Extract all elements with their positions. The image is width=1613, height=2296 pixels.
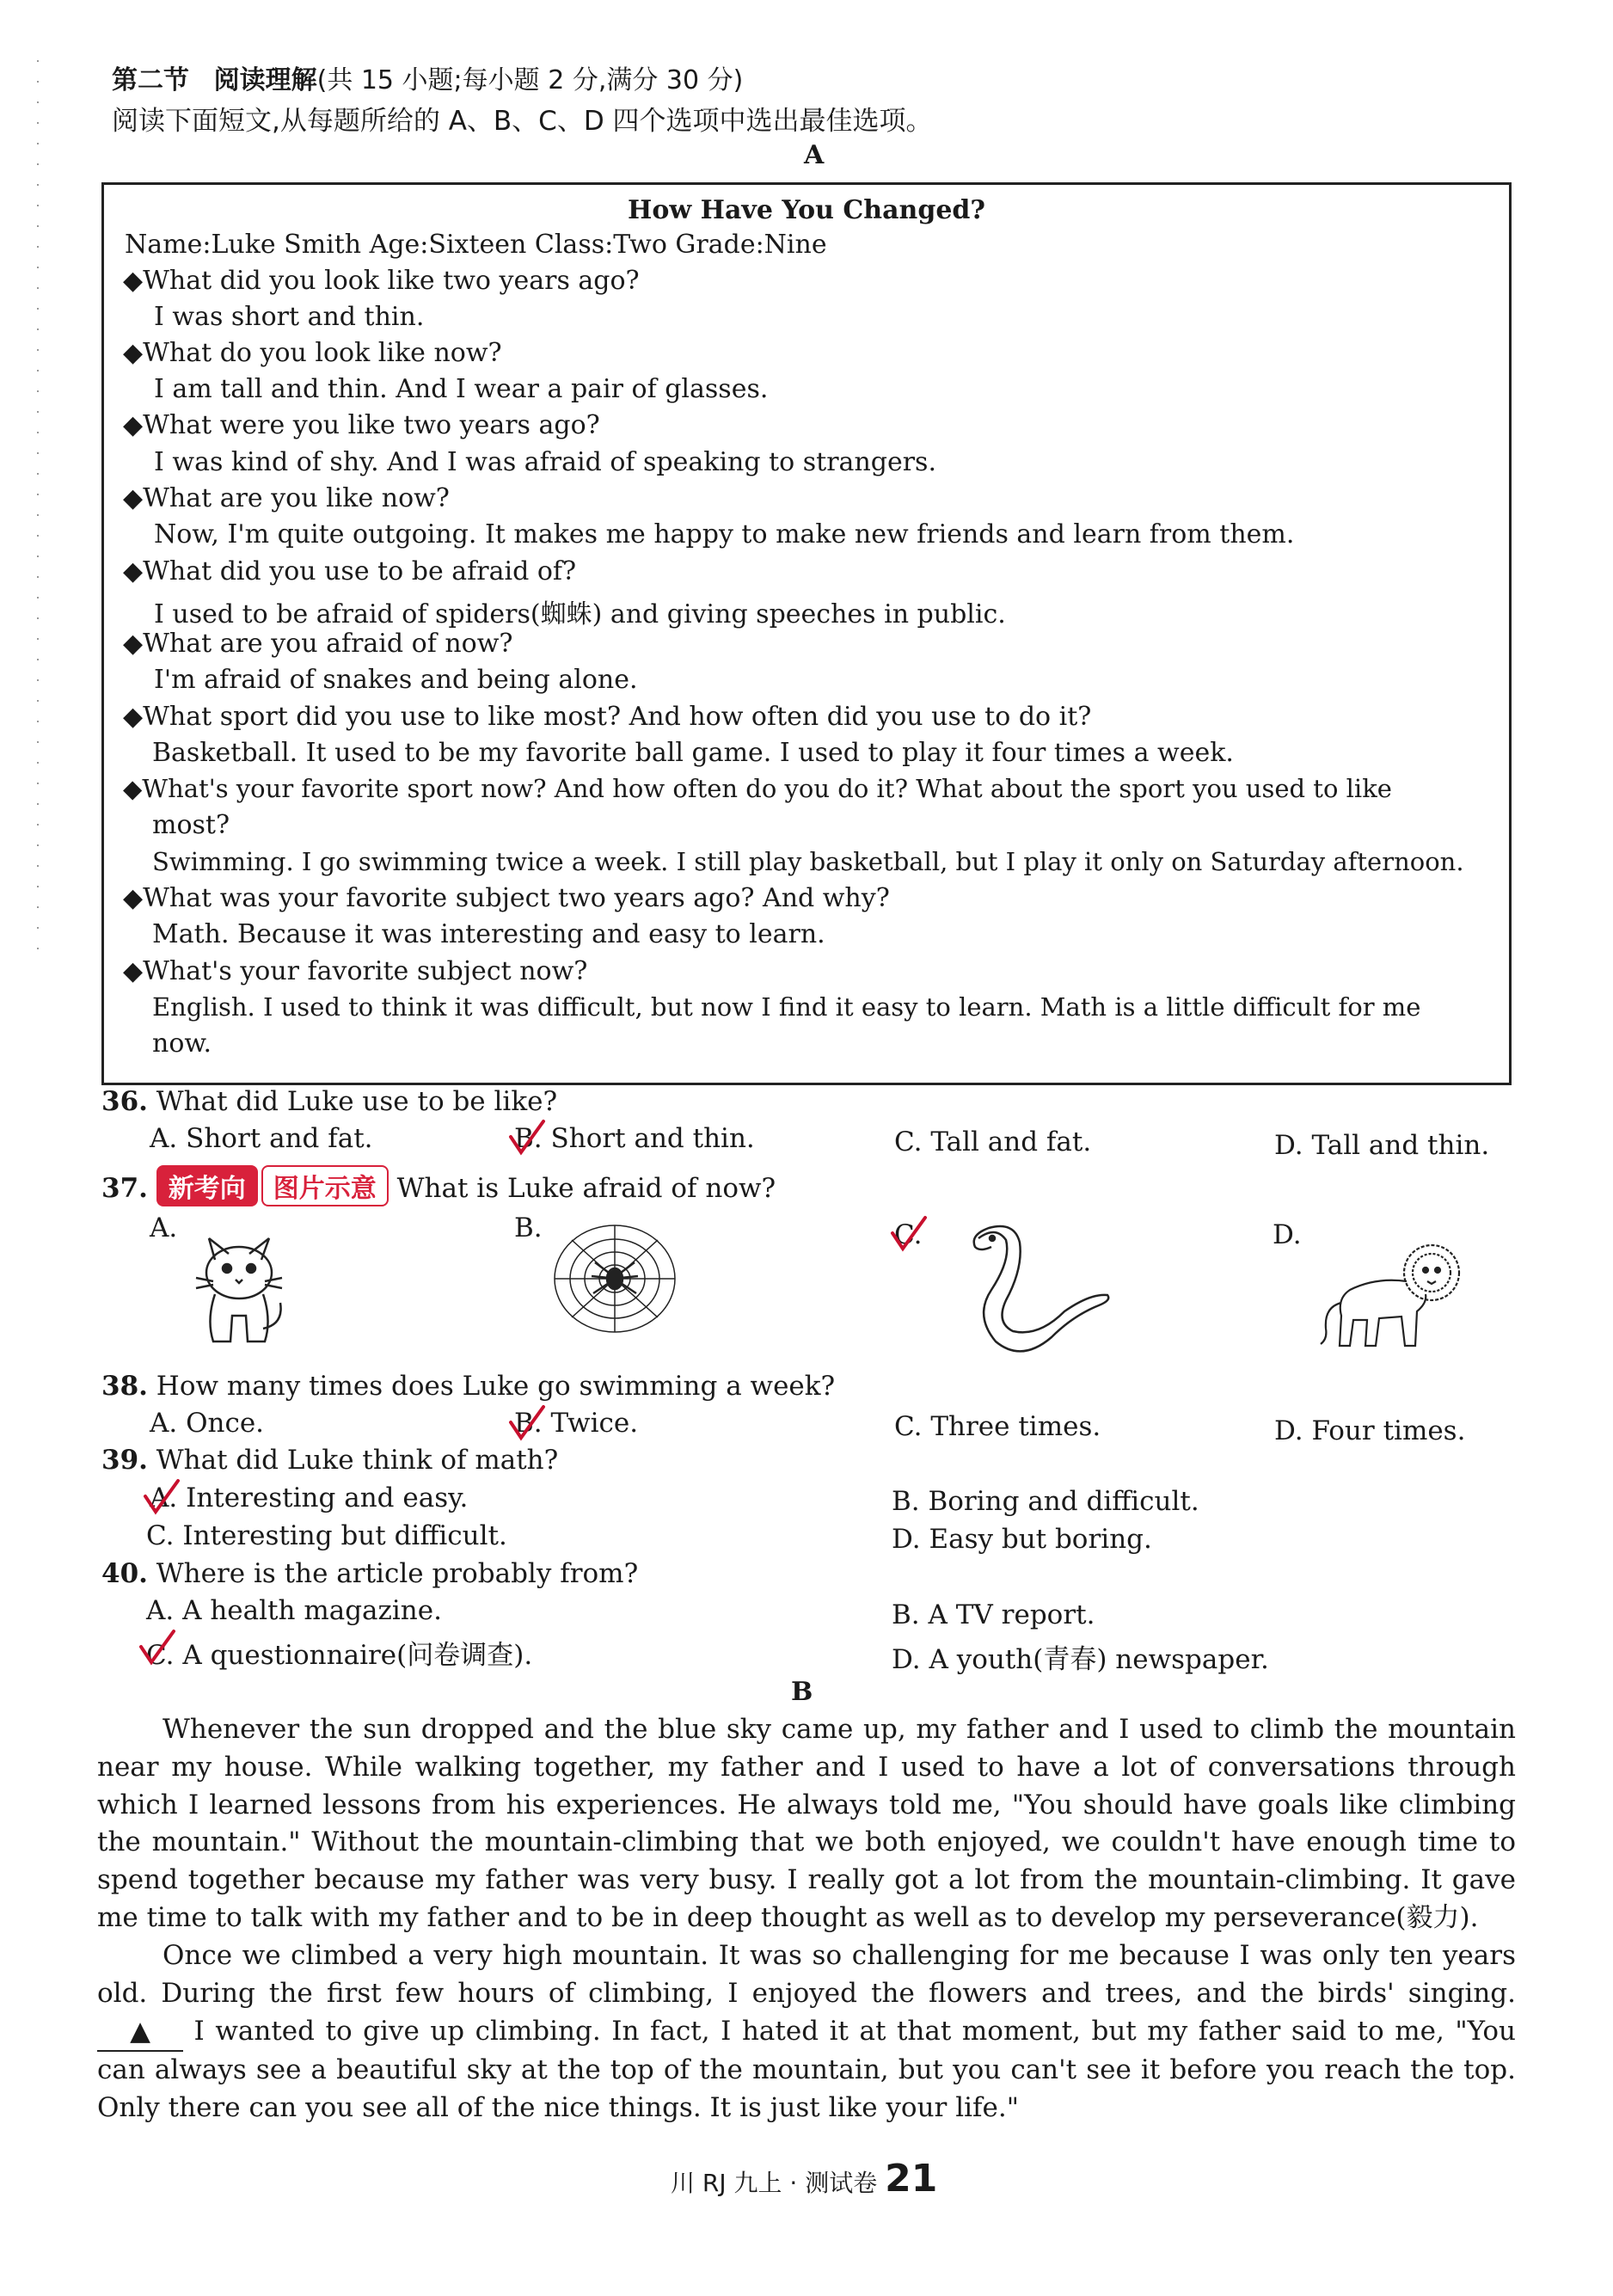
passage-a-info: Name:Luke Smith Age:Sixteen Class:Two Grade:Nine: [125, 230, 827, 260]
margin-dotted-line: [36, 60, 40, 963]
question-36: [101, 1086, 557, 1117]
section-heading: [112, 58, 743, 96]
option-37-d[interactable]: D.: [1273, 1219, 1302, 1250]
option-37-b[interactable]: B.: [514, 1212, 543, 1243]
qa-line: Now, I'm quite outgoing. It makes me happy to make new friends and learn from them.: [154, 519, 1295, 549]
question-stem: What is Luke afraid of now?: [396, 1173, 776, 1204]
paragraph-2-part-1: Once we climbed a very high mountain. It was so challenging for me because I was only ten years old. During the first few hours of climbing, I enjoyed the flowers and trees, and the birds' singing.: [97, 1940, 1516, 2009]
question-number: 40.: [101, 1558, 148, 1589]
question-40: [101, 1558, 638, 1589]
option-36-c[interactable]: C. Tall and fat.: [894, 1127, 1092, 1157]
section-name: 阅读理解: [213, 65, 317, 95]
passage-a-letter: A: [804, 140, 825, 170]
option-37-a[interactable]: A.: [150, 1212, 178, 1243]
qa-line: ◆What was your favorite subject two years ago? And why?: [123, 883, 890, 913]
qa-line: I used to be afraid of spiders(蜘蛛) and giving speeches in public.: [154, 599, 1006, 629]
paragraph-2-part-2: I wanted to give up climbing. In fact, I hated it at that moment, but my father said to me, "You can always see a beautiful sky at the top of the mountain, but you can't see it before you reach the top. Only there can you see all of the nice things. It is just like your life.": [97, 2015, 1516, 2124]
option-38-c[interactable]: C. Three times.: [894, 1411, 1101, 1442]
passage-a-box: [101, 182, 1512, 1085]
new-trend-tag: 新考向: [156, 1165, 258, 1206]
footer-label: 川 RJ 九上 · 测试卷: [671, 2169, 878, 2197]
question-38: [101, 1371, 835, 1402]
check-mark-icon: [138, 1628, 177, 1667]
qa-line: I am tall and thin. And I wear a pair of glasses.: [154, 374, 769, 404]
page-number: 21: [885, 2157, 938, 2201]
qa-line: ◆What were you like two years ago?: [123, 410, 600, 440]
passage-b-paragraph-1: Whenever the sun dropped and the blue sky came up, my father and I used to climb the mountain near my house. While walking together, my father and I used to have a lot of conversations through which I learned lessons from his experiences. He always told me, "You should have goals like climbing the mountain." Without the mountain-climbing that we both enjoyed, we couldn't have enough time to spend together because my father was very busy. I really got a lot from the mountain-climbing. It gave me time to talk with my father and to be in deep thought as well as to develop my perseverance(毅力).: [97, 1714, 1516, 1933]
passage-a-title: How Have You Changed?: [627, 195, 985, 225]
page-footer: [671, 2157, 937, 2201]
option-37-c[interactable]: C.: [894, 1219, 923, 1250]
picture-tag: 图片示意: [261, 1165, 389, 1206]
option-40-a[interactable]: A. A health magazine.: [146, 1595, 442, 1626]
qa-line: I was short and thin.: [154, 302, 425, 332]
qa-line: most?: [152, 810, 230, 840]
check-mark-icon: [889, 1214, 929, 1254]
option-38-b[interactable]: B. Twice.: [514, 1408, 639, 1439]
check-mark-icon: [142, 1477, 181, 1517]
option-39-b[interactable]: B. Boring and difficult.: [892, 1486, 1199, 1517]
option-36-d[interactable]: D. Tall and thin.: [1274, 1130, 1490, 1161]
qa-line: I'm afraid of snakes and being alone.: [154, 665, 638, 695]
option-39-a[interactable]: A. Interesting and easy.: [150, 1483, 469, 1513]
qa-line: ◆What sport did you use to like most? And how often did you use to do it?: [123, 702, 1092, 732]
check-mark-icon: [507, 1403, 547, 1443]
instruction: 阅读下面短文,从每题所给的 A、B、C、D 四个选项中选出最佳选项。: [112, 106, 933, 137]
option-40-c[interactable]: C. A questionnaire(问卷调查).: [146, 1640, 533, 1671]
qa-line: ◆What are you like now?: [123, 483, 450, 513]
qa-line: ◆What did you look like two years ago?: [123, 266, 640, 296]
cat-icon: [187, 1221, 291, 1350]
option-36-a[interactable]: A. Short and fat.: [150, 1123, 373, 1154]
qa-line: ◆What's your favorite sport now? And how often do you do it? What about the sport you used to like: [123, 774, 1392, 803]
option-36-b[interactable]: B. Short and thin.: [514, 1123, 755, 1154]
qa-line: I was kind of shy. And I was afraid of speaking to strangers.: [154, 447, 936, 477]
qa-line: Basketball. It used to be my favorite ball game. I used to play it four times a week.: [152, 738, 1234, 768]
qa-line: ◆What's your favorite subject now?: [123, 956, 588, 986]
option-40-b[interactable]: B. A TV report.: [892, 1599, 1095, 1630]
qa-line: now.: [152, 1028, 212, 1059]
passage-b-letter: B: [791, 1677, 813, 1707]
section-label: 第二节: [112, 65, 189, 95]
check-mark-icon: [507, 1118, 547, 1157]
option-38-a[interactable]: A. Once.: [150, 1408, 265, 1439]
question-39: [101, 1445, 558, 1476]
option-39-c[interactable]: C. Interesting but difficult.: [146, 1520, 507, 1551]
qa-line: English. I used to think it was difficult, but now I find it easy to learn. Math is a little difficult for me: [152, 992, 1421, 1022]
question-number: 36.: [101, 1086, 148, 1117]
question-stem: What did Luke think of math?: [156, 1445, 559, 1476]
question-stem: Where is the article probably from?: [156, 1558, 639, 1589]
blank-marker: ▲: [97, 2013, 183, 2053]
question-37: [101, 1165, 776, 1206]
qa-line: Swimming. I go swimming twice a week. I still play basketball, but I play it only on Saturday afternoon.: [152, 847, 1464, 876]
qa-line: ◆What did you use to be afraid of?: [123, 556, 577, 586]
qa-line: ◆What are you afraid of now?: [123, 629, 513, 659]
qa-line: Math. Because it was interesting and easy to learn.: [152, 919, 825, 949]
lion-icon: [1316, 1234, 1470, 1354]
option-40-d[interactable]: D. A youth(青春) newspaper.: [892, 1644, 1269, 1675]
question-stem: How many times does Luke go swimming a week?: [156, 1371, 836, 1402]
option-39-d[interactable]: D. Easy but boring.: [892, 1524, 1152, 1555]
snake-icon: [944, 1221, 1116, 1367]
option-38-d[interactable]: D. Four times.: [1274, 1415, 1466, 1446]
question-stem: What did Luke use to be like?: [156, 1086, 558, 1117]
qa-line: ◆What do you look like now?: [123, 338, 502, 368]
section-info: (共 15 小题;每小题 2 分,满分 30 分): [316, 65, 744, 95]
question-number: 38.: [101, 1371, 148, 1402]
question-number: 39.: [101, 1445, 148, 1476]
spider-web-icon: [550, 1221, 679, 1337]
passage-b-paragraph-2: [97, 1937, 1516, 2127]
question-number: 37.: [101, 1173, 148, 1204]
